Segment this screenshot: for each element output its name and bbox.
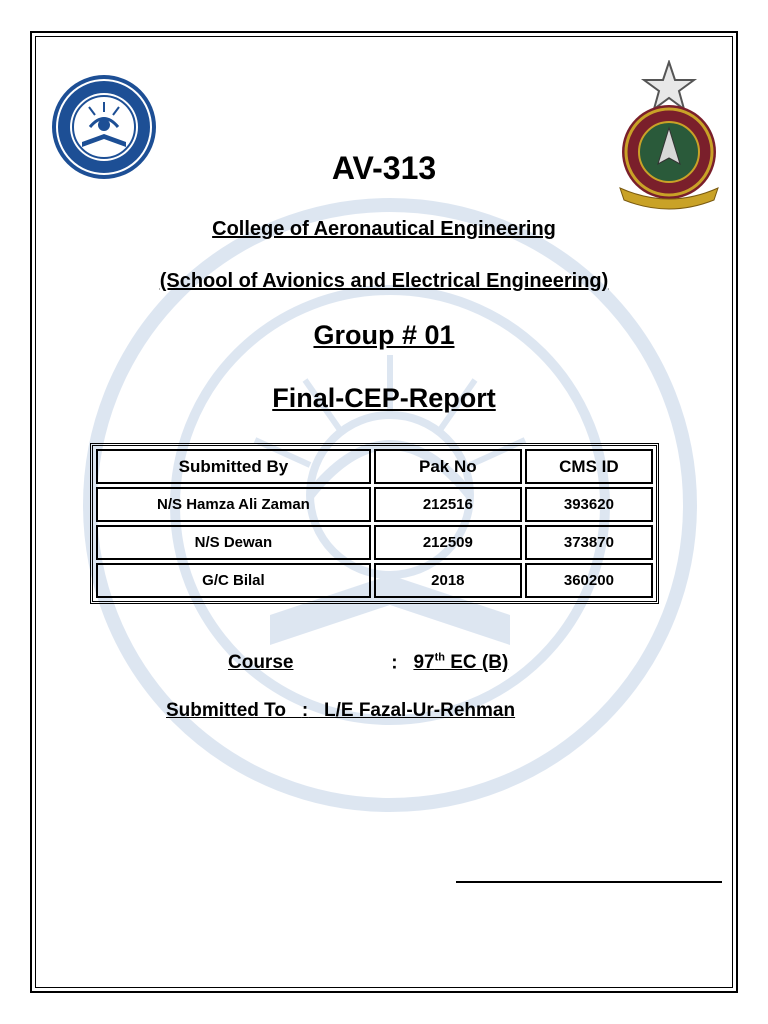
submitted-to-separator: : <box>301 700 309 721</box>
cell-cms-id: 393620 <box>525 487 653 522</box>
cell-pak-no: 212516 <box>374 487 522 522</box>
course-code-title: AV-313 <box>331 150 437 186</box>
cell-pak-no: 2018 <box>374 563 522 598</box>
header-submitted-by: Submitted By <box>96 449 371 484</box>
course-separator: : <box>391 652 398 674</box>
report-title: Final-CEP-Report <box>272 383 496 413</box>
course-line <box>228 652 508 674</box>
course-label: Course <box>228 652 294 674</box>
submitted-to-value: L/E Fazal-Ur-Rehman <box>323 700 516 721</box>
school-name: (School of Avionics and Electrical Engineering) <box>159 270 609 292</box>
group-number: Group # 01 <box>313 320 455 350</box>
college-name: College of Aeronautical Engineering <box>212 218 556 240</box>
table-header-row <box>96 449 653 484</box>
header-cms-id: CMS ID <box>525 449 653 484</box>
table-row <box>96 525 653 560</box>
table-row <box>96 563 653 598</box>
cell-name: N/S Hamza Ali Zaman <box>96 487 371 522</box>
cell-cms-id: 360200 <box>525 563 653 598</box>
table-row <box>96 487 653 522</box>
header-pak-no: Pak No <box>374 449 522 484</box>
submitted-to-line <box>166 700 515 722</box>
submitted-to-label: Submitted To <box>166 700 286 721</box>
course-value: 97th EC (B) <box>413 652 509 674</box>
submission-table <box>90 443 659 604</box>
cell-name: N/S Dewan <box>96 525 371 560</box>
cell-pak-no: 212509 <box>374 525 522 560</box>
signature-line <box>456 881 722 883</box>
cell-name: G/C Bilal <box>96 563 371 598</box>
cell-cms-id: 373870 <box>525 525 653 560</box>
college-emblem-logo-icon <box>612 60 726 212</box>
